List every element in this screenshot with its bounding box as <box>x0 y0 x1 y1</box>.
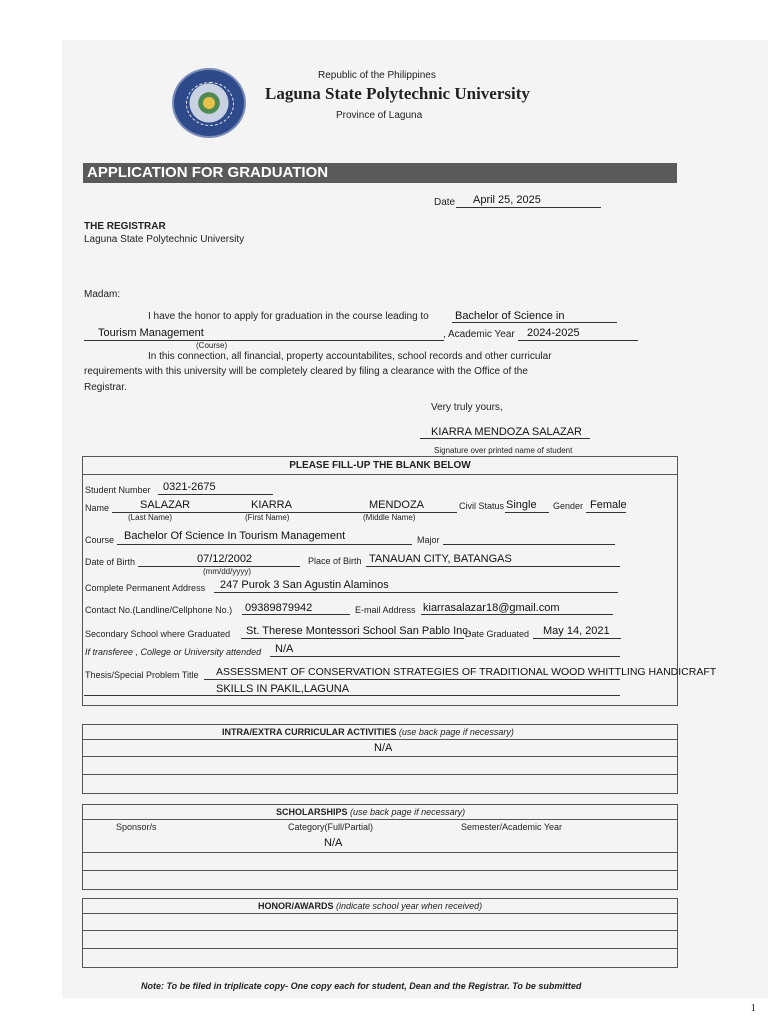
republic-text: Republic of the Philippines <box>318 70 436 81</box>
course-label: Course <box>85 535 115 545</box>
pob-label: Place of Birth <box>308 556 362 566</box>
date-value: April 25, 2025 <box>473 194 541 206</box>
addressee-org: Laguna State Polytechnic University <box>84 234 245 245</box>
gender: Female <box>590 499 627 511</box>
academic-year-label: , Academic Year <box>443 329 515 340</box>
signature-name: KIARRA MENDOZA SALAZAR <box>431 426 582 438</box>
address-value: 247 Purok 3 San Agustin Alaminos <box>220 579 389 591</box>
email-label: E-mail Address <box>355 605 416 615</box>
scholarships-value: N/A <box>324 837 343 849</box>
thesis-line-2: SKILLS IN PAKIL,LAGUNA <box>216 683 350 695</box>
gender-label: Gender <box>553 501 584 511</box>
university-name: Laguna State Polytechnic University <box>265 84 530 103</box>
first-name-caption: (First Name) <box>245 513 290 522</box>
details-heading: PLEASE FILL-UP THE BLANK BELOW <box>83 457 677 475</box>
first-name: KIARRA <box>251 499 292 511</box>
date-graduated-value: May 14, 2021 <box>543 625 610 637</box>
dob-caption: (mm/dd/yyyy) <box>203 567 251 576</box>
last-name: SALAZAR <box>140 499 191 511</box>
sponsor-column-header: Sponsor/s <box>116 822 157 832</box>
major-label: Major <box>417 535 440 545</box>
semester-column-header: Semester/Academic Year <box>461 822 563 832</box>
course-value-part2: Tourism Management <box>98 327 204 339</box>
signature-caption: Signature over printed name of student <box>434 446 573 455</box>
address-label: Complete Permanent Address <box>85 583 206 593</box>
transferee-value: N/A <box>275 643 294 655</box>
scholarships-heading: SCHOLARSHIPS (use back page if necessary) <box>276 807 466 817</box>
date-label: Date <box>434 197 456 208</box>
body-line-1: I have the honor to apply for graduation in the course leading to <box>148 311 429 322</box>
province-text: Province of Laguna <box>336 110 423 121</box>
page-number: 1 <box>750 1002 756 1014</box>
activities-value: N/A <box>374 742 393 754</box>
name-label: Name <box>85 503 110 513</box>
form-title: APPLICATION FOR GRADUATION <box>83 163 677 183</box>
dob-label: Date of Birth <box>85 557 136 567</box>
salutation: Madam: <box>84 289 121 300</box>
dob-value: 07/12/2002 <box>197 553 253 565</box>
date-graduated-label: Date Graduated <box>465 629 530 639</box>
addressee: THE REGISTRAR <box>84 221 166 232</box>
student-number-label: Student Number <box>85 485 151 495</box>
civil-status: Single <box>506 499 537 511</box>
contact-label: Contact No.(Landline/Cellphone No.) <box>85 605 233 615</box>
course-value: Bachelor Of Science In Tourism Management <box>124 530 346 542</box>
thesis-line-1: ASSESSMENT OF CONSERVATION STRATEGIES OF TRADITIONAL WOOD WHITTLING HANDICRAFT <box>216 666 717 678</box>
middle-name: MENDOZA <box>369 499 424 511</box>
last-name-caption: (Last Name) <box>128 513 173 522</box>
secondary-label: Secondary School where Graduated <box>85 629 231 639</box>
email-value: kiarrasalazar18@gmail.com <box>423 602 560 614</box>
secondary-value: St. Therese Montessori School San Pablo Inc. <box>246 625 471 637</box>
honors-heading: HONOR/AWARDS (indicate school year when received) <box>258 901 483 911</box>
transferee-label: If transferee , College or University attended <box>85 647 262 657</box>
civil-status-label: Civil Status <box>459 501 505 511</box>
course-value-part1: Bachelor of Science in <box>455 310 565 322</box>
footer-note: Note: To be filed in triplicate copy- One copy each for student, Dean and the Registrar. To be submitted <box>141 981 582 991</box>
course-caption: (Course) <box>196 341 228 350</box>
middle-name-caption: (Middle Name) <box>363 513 416 522</box>
pob-value: TANAUAN CITY, BATANGAS <box>369 553 512 565</box>
activities-heading: INTRA/EXTRA CURRICULAR ACTIVITIES (use back page if necessary) <box>222 727 514 737</box>
thesis-label: Thesis/Special Problem Title <box>85 670 199 680</box>
closing: Very truly yours, <box>431 402 503 413</box>
para2-line2: requirements with this university will be completely cleared by filing a clearance with the Office of the <box>84 366 528 377</box>
para2-line3: Registrar. <box>84 382 127 393</box>
para2-line1: In this connection, all financial, property accountabilites, school records and other curricular <box>148 351 552 362</box>
category-column-header: Category(Full/Partial) <box>288 822 374 832</box>
contact-value: 09389879942 <box>245 602 313 614</box>
university-seal-icon <box>172 68 246 138</box>
academic-year-value: 2024-2025 <box>527 327 580 339</box>
student-number: 0321-2675 <box>163 481 216 493</box>
